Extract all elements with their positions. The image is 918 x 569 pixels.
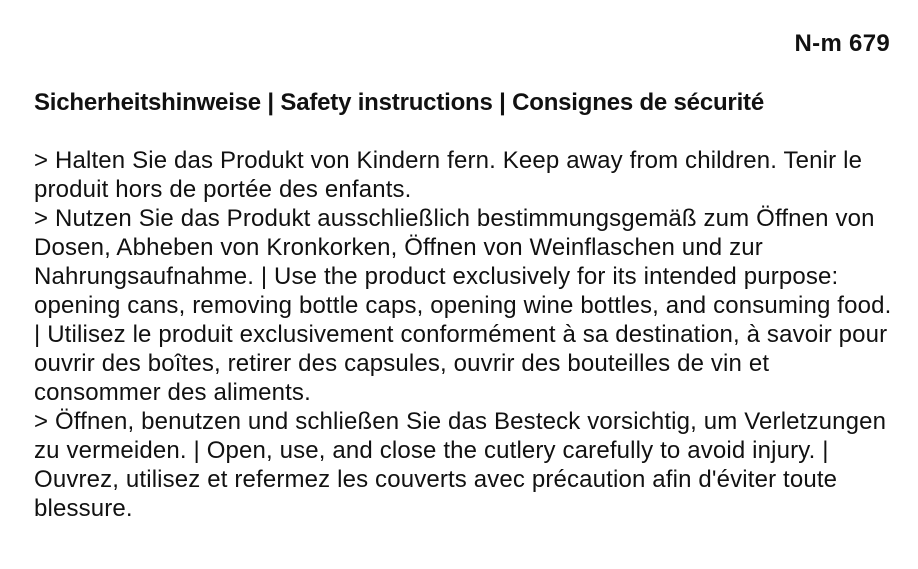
safety-instruction-item: > Öffnen, benutzen und schließen Sie das Besteck vorsichtig, um Verletzungen zu vermeiden. | Open, use, and close the cutlery carefully to avoid injury. | Ouvrez, utilisez et refermez les couverts avec précaution afin d'éviter toute blessure.: [34, 408, 887, 522]
safety-instructions-list: [34, 146, 898, 523]
safety-heading: Sicherheitshinweise | Safety instructions | Consignes de sécurité: [34, 89, 764, 116]
document-page: [34, 0, 894, 569]
safety-instruction-item: > Halten Sie das Produkt von Kindern fern. Keep away from children. Tenir le produit hors de portée des enfants.: [34, 147, 863, 203]
product-code: N-m 679: [794, 30, 890, 57]
safety-instruction-item: > Nutzen Sie das Produkt ausschließlich bestimmungsgemäß zum Öffnen von Dosen, Abheben von Kronkorken, Öffnen von Weinflaschen und zur Nahrungsaufnahme. | Use the product exclusively for its intended purpose: opening cans, removing bottle caps, opening wine bottles, and consuming food. | Utilisez le produit exclusivement conformément à sa destination, à savoir pour ouvrir des boîtes, retirer des capsules, ouvrir des bouteilles de vin et consommer des aliments.: [34, 205, 892, 406]
